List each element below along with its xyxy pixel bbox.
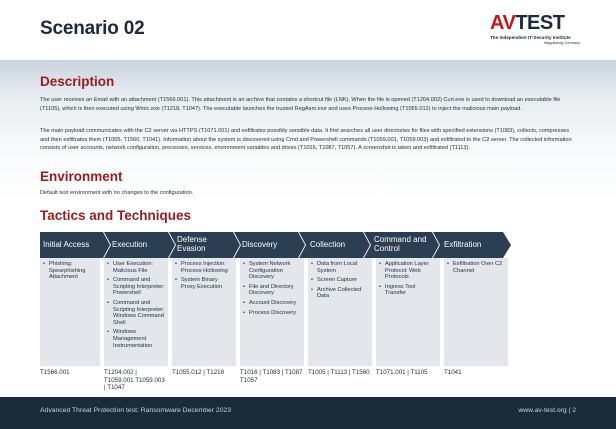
technique-item: • System Network Configuration Discovery [243,261,301,281]
technique-item: • File and Directory Discovery [243,284,301,297]
logo-mark: AVTEST [490,12,565,34]
tactic-discovery [234,232,305,258]
tactic-label: Exfiltration [444,239,482,249]
tactic-label: Execution [112,239,148,249]
environment-text: Default test environment with no changes to the configuration. [40,190,194,196]
footer-website-link[interactable]: www.av-test.org | 2 [518,407,576,414]
technique-ids-collection: T1005 | T1113 | T1560 [308,369,370,376]
techniques-column-command-and-control [376,258,440,366]
tactic-defense-evasion [169,232,240,258]
technique-item: • System Binary Proxy Execution [175,277,233,290]
tactic-exfiltration [433,232,511,258]
techniques-column-discovery [240,258,304,366]
tactics-heading: Tactics and Techniques [40,208,192,223]
techniques-column-execution [104,258,168,366]
environment-heading: Environment [40,169,123,184]
technique-item: • Process Discovery [243,310,301,317]
tactic-label: Discovery [242,239,278,249]
techniques-column-defense-evasion [172,258,236,366]
page-title: Scenario 02 [40,18,145,39]
technique-item: • Phishing: Spearphishing Attachment [43,261,97,281]
technique-item: • Archive Collected Data [311,287,369,300]
tactic-label: Collection [310,239,346,249]
tactic-label: Command and Control [374,235,427,253]
tactic-command-and-control [364,232,439,258]
technique-ids-command-and-control: T1071.001 | T1105 [376,369,428,376]
technique-item: • Process Injection: Process Hollowing [175,261,233,274]
tactic-label: Initial Access [43,239,90,249]
techniques-column-exfiltration [444,258,508,366]
technique-item: • Windows Management Instrumentation [107,329,165,349]
tactic-collection [299,232,370,258]
tactic-execution [104,232,175,258]
technique-item: • Command and Scripting Interpreter: Powershell [107,277,165,297]
technique-ids-exfiltration: T1041 [444,369,462,376]
techniques-column-initial-access [40,258,100,366]
description-paragraph-2: The main payload communicates with the C2 server via HTTPS (T1071.001) and exfiltrates possibly sensible data. It first searches all user directories for files with specified extensions (T1083), collects, compresses and then exfiltrates them (T1005, T1560, T1041). Information about the system is discovered using Cmd and Powershell commands (T1059.001, T1059.003) and exfiltrated to the C2 server. The collected information consists of user accounts, network configuration, processes, services, environment variables and drives (T1016, T1087, T1057). A screenshot is taken and exfiltrated (T1113). [40,128,572,152]
footer-test-name: Advanced Threat Protection test: Ransomware December 2023 [40,407,232,414]
tactic-initial-access [40,232,110,258]
tactics-arrow-row [40,232,514,258]
page-header [0,0,616,60]
technique-ids-defense-evasion: T1055.012 | T1218 [172,369,225,376]
technique-item: • Account Discovery [243,300,301,307]
technique-item: • Command and Scripting Interpreter: Windows Command Shell [107,300,165,326]
technique-ids-discovery: T1016 | T1083 | T1087 T1057 [240,369,303,384]
techniques-column-collection [308,258,372,366]
logo-location: Magdeburg Germany [544,41,580,45]
technique-item: • Screen Capture [311,277,369,284]
technique-item: • User Execution: Malicious File [107,261,165,274]
technique-ids-execution: T1204.002 | T1059.001 T1059.003 | T1047 [104,369,165,392]
technique-ids-initial-access: T1566.001 [40,369,70,376]
tactic-label: Defense Evasion [177,235,207,253]
technique-item: • Data from Local System [311,261,369,274]
av-test-logo [490,12,580,48]
technique-item: • Exfiltration Over C2 Channel [447,261,505,274]
description-heading: Description [40,74,115,89]
description-paragraph-1: The user receives an Email with an attachment (T1566.001). This attachment is an archive that contains a shortcut file (LNK). When the file is opened (T1204.002) Curl.exe is used to download an executable file (T1105), which is then executed using Wmic.exe (T1218, T1047). The executable launches the trusted RegAsm.exe and uses Process Hollowing (T1055.012) to inject the malicious main payload. [40,97,561,112]
page-footer [0,397,616,429]
technique-item: • Application Layer Protocol: Web Protocols [379,261,437,281]
technique-item: • Ingress Tool Transfer [379,284,437,297]
logo-tagline: The Independent IT-Security Institute [490,35,571,40]
